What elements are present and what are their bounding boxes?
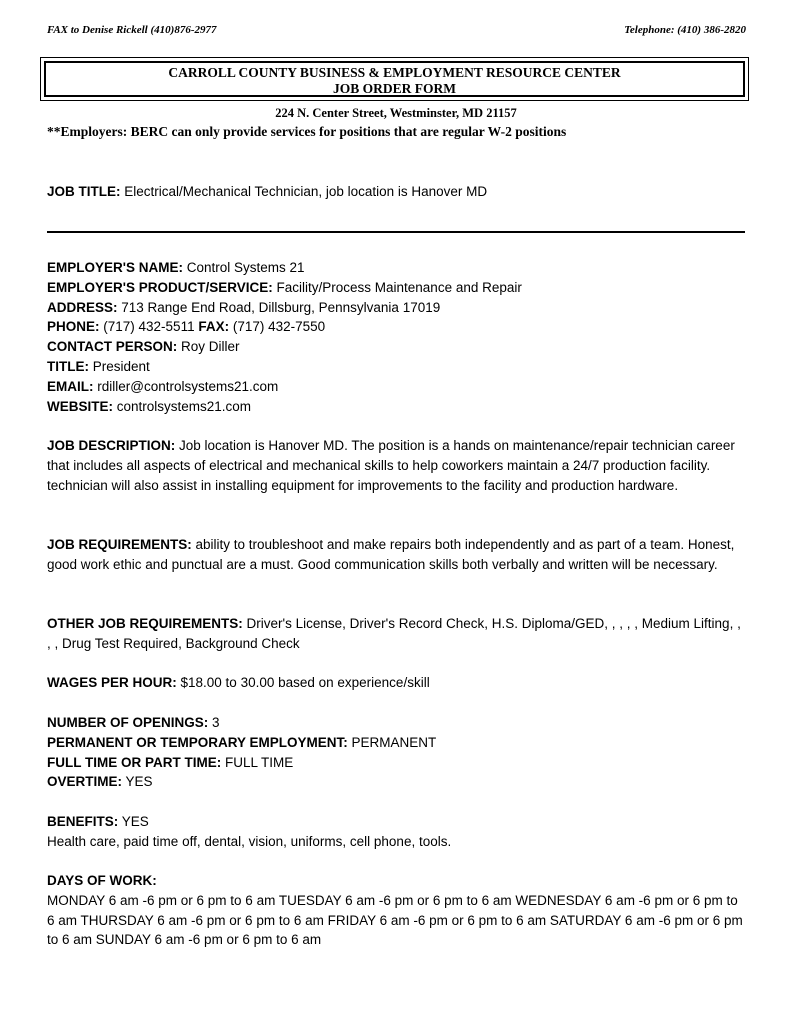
employer-notice: **Employers: BERC can only provide services for positions that are regular W-2 positions bbox=[47, 124, 567, 139]
org-title: CARROLL COUNTY BUSINESS & EMPLOYMENT RESOURCE CENTER bbox=[168, 65, 621, 80]
openings-label: NUMBER OF OPENINGS: bbox=[47, 715, 209, 730]
email-line bbox=[47, 377, 747, 397]
employer-address-label: ADDRESS: bbox=[47, 299, 118, 315]
employer-fax-value: (717) 432-7550 bbox=[229, 319, 326, 335]
org-address: 224 N. Center Street, Westminster, MD 21157 bbox=[275, 106, 517, 120]
days-of-work-text: MONDAY 6 am -6 pm or 6 pm to 6 am TUESDAY 6 am -6 pm or 6 pm to 6 am WEDNESDAY 6 am -6 pm or 6 pm to 6 am THURSDAY 6 am -6 pm or 6 pm to 6 am FRIDAY 6 am -6 pm or 6 pm to 6 am SATURDAY 6 am -6 pm or 6 pm to 6 am SUNDAY 6 am -6 pm or 6 pm to 6 am bbox=[47, 892, 743, 948]
overtime-line bbox=[47, 772, 747, 792]
contact-person-label: CONTACT PERSON: bbox=[47, 339, 178, 355]
contact-title-label: TITLE: bbox=[47, 358, 89, 374]
employer-phone-label: PHONE: bbox=[47, 319, 100, 335]
overtime-value: YES bbox=[122, 774, 153, 790]
employer-product-label: EMPLOYER'S PRODUCT/SERVICE: bbox=[47, 279, 273, 295]
overtime-label: OVERTIME: bbox=[47, 774, 123, 790]
days-of-work-label: DAYS OF WORK: bbox=[47, 873, 157, 888]
job-requirements bbox=[47, 535, 747, 575]
days-of-work-block bbox=[47, 871, 747, 950]
website-label: WEBSITE: bbox=[47, 398, 113, 414]
job-title-line bbox=[47, 182, 747, 202]
contact-title-value: President bbox=[89, 358, 150, 374]
benefits-block bbox=[47, 812, 747, 852]
employment-block bbox=[47, 713, 747, 792]
permanent-label: PERMANENT OR TEMPORARY EMPLOYMENT: bbox=[47, 734, 348, 750]
email-label: EMAIL: bbox=[47, 378, 94, 394]
employer-phone-line bbox=[47, 317, 747, 337]
other-requirements-label: OTHER JOB REQUIREMENTS: bbox=[47, 616, 243, 631]
section-divider bbox=[47, 231, 745, 233]
employer-fax-label: FAX: bbox=[198, 319, 230, 335]
benefits-details: Health care, paid time off, dental, vision, uniforms, cell phone, tools. bbox=[47, 833, 452, 849]
job-requirements-text: ability to troubleshoot and make repairs both independently and as part of a team. Honest, good work ethic and punctual are a must. Good communication skills both verbally and written will be necessary. bbox=[47, 537, 735, 572]
title-box bbox=[40, 57, 749, 101]
job-description-label: JOB DESCRIPTION: bbox=[47, 438, 176, 453]
permanent-line bbox=[47, 733, 747, 753]
contact-person-line bbox=[47, 337, 747, 357]
fulltime-value: FULL TIME bbox=[221, 754, 294, 770]
website-line bbox=[47, 397, 747, 417]
employer-address-line bbox=[47, 298, 747, 318]
contact-title-line bbox=[47, 357, 747, 377]
other-requirements-text: Driver's License, Driver's Record Check, H.S. Diploma/GED, , , , , Medium Lifting, , , , Drug Test Required, Background Check bbox=[47, 616, 741, 651]
title-box-inner bbox=[44, 61, 745, 97]
job-title-label: JOB TITLE: bbox=[47, 184, 121, 199]
email-value: rdiller@controlsystems21.com bbox=[93, 378, 279, 394]
employer-name-line bbox=[47, 258, 747, 278]
openings-line bbox=[47, 713, 747, 733]
telephone-line: Telephone: (410) 386-2820 bbox=[624, 24, 746, 36]
job-requirements-label: JOB REQUIREMENTS: bbox=[47, 537, 192, 552]
benefits-value: YES bbox=[118, 814, 149, 829]
employer-product-line bbox=[47, 278, 747, 298]
employer-phone-value: (717) 432-5511 bbox=[99, 319, 199, 335]
other-requirements bbox=[47, 614, 747, 654]
fulltime-label: FULL TIME OR PART TIME: bbox=[47, 754, 222, 770]
employer-product-value: Facility/Process Maintenance and Repair bbox=[272, 279, 522, 295]
form-title: JOB ORDER FORM bbox=[333, 81, 456, 96]
wages-value: $18.00 to 30.00 based on experience/skill bbox=[176, 675, 430, 690]
employer-block bbox=[47, 258, 747, 416]
employer-name-label: EMPLOYER'S NAME: bbox=[47, 260, 183, 275]
benefits-label: BENEFITS: bbox=[47, 814, 119, 829]
permanent-value: PERMANENT bbox=[347, 734, 437, 750]
fulltime-line bbox=[47, 753, 747, 773]
fax-line: FAX to Denise Rickell (410)876-2977 bbox=[47, 24, 217, 36]
benefits-line bbox=[47, 812, 747, 832]
job-description bbox=[47, 436, 747, 495]
openings-value: 3 bbox=[208, 715, 220, 730]
job-description-text: Job location is Hanover MD. The position is a hands on maintenance/repair technician career that includes all aspects of electrical and mechanical skills to help coworkers maintain a 24/7 production facility. technician will also assist in installing equipment for improvements to the facility and production hardware. bbox=[47, 438, 735, 493]
job-title-value: Electrical/Mechanical Technician, job location is Hanover MD bbox=[120, 184, 488, 199]
employer-address-value: 713 Range End Road, Dillsburg, Pennsylvania 17019 bbox=[117, 299, 441, 315]
wages-line bbox=[47, 673, 747, 693]
website-value: controlsystems21.com bbox=[113, 398, 252, 414]
wages-label: WAGES PER HOUR: bbox=[47, 675, 177, 690]
contact-person-value: Roy Diller bbox=[177, 339, 240, 355]
employer-name-value: Control Systems 21 bbox=[182, 260, 305, 275]
